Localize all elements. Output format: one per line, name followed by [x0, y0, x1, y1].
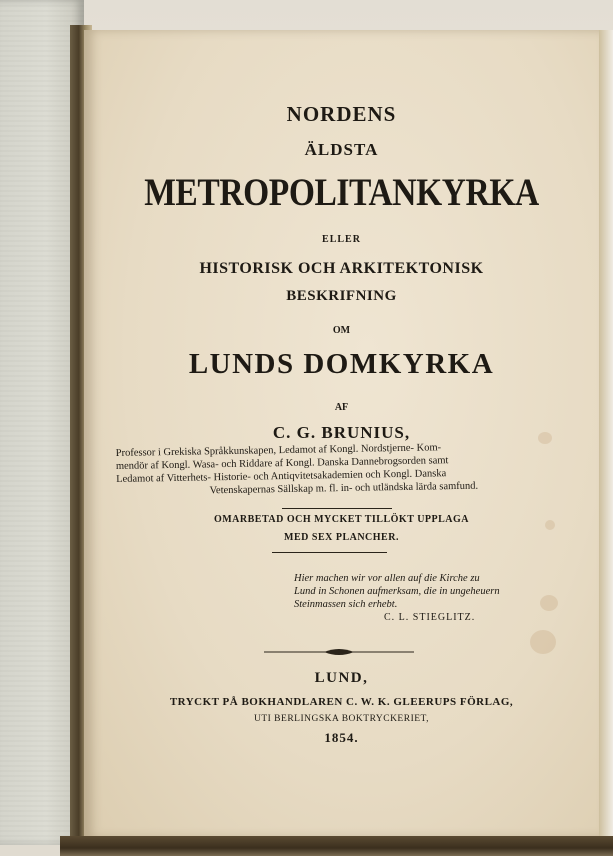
subject-title: LUNDS DOMKYRKA [188, 348, 495, 380]
quote-author: C. L. STIEGLITZ. [384, 612, 476, 623]
credentials-line: Vetenskapernas Sällskap m. fl. in- och utländska lärda samfund. [209, 480, 479, 497]
by-word: AF [334, 402, 349, 413]
subtitle-line-om: OM [332, 325, 351, 336]
quote-line: Steinmassen sich erhebt. [294, 599, 398, 610]
credentials-line: mendör af Kongl. Wasa- och Riddare af Kongl. Danska Dannebrogsorden samt [115, 455, 449, 472]
ornament-rule [264, 647, 414, 657]
publication-year: 1854. [324, 730, 359, 745]
author-credentials [116, 439, 572, 499]
title-line-nordens: NORDENS [286, 102, 397, 126]
divider-rule [282, 508, 392, 509]
printery-line: UTI BERLINGSKA BOKTRYCKERIET, [253, 714, 430, 724]
edition-line-2: MED SEX PLANCHER. [284, 532, 399, 543]
page-edge-right [599, 30, 613, 842]
printer-line: TRYCKT PÅ BOKHANDLAREN C. W. K. GLEERUPS FÖRLAG, [169, 696, 514, 708]
title-main: METROPOLITANKYRKA [144, 171, 539, 214]
quote-line: Lund in Schonen aufmerksam, die in ungeheuern [294, 586, 500, 597]
subtitle-line-2: BESKRIFNING [286, 288, 397, 304]
divider-rule [272, 552, 387, 553]
author-name: C. G. BRUNIUS, [272, 423, 411, 442]
quote-line: Hier machen wir vor allen auf die Kirche zu [294, 573, 480, 584]
title-page-content [84, 30, 599, 838]
subtitle-line-1: HISTORISK OCH ARKITEKTONISK [199, 260, 484, 277]
title-line-eller: ELLER [322, 234, 361, 245]
edition-line-1: OMARBETAD OCH MYCKET TILLÖKT UPPLAGA [213, 514, 470, 525]
place-of-publication: LUND, [314, 670, 369, 686]
credentials-line: Ledamot af Vitterhets- Historie- och Antiqvitetsakademien och Kongl. Danska [116, 468, 447, 485]
book-cover-edge [60, 836, 613, 856]
title-line-aldsta: ÄLDSTA [304, 140, 379, 159]
epigraph-quote [294, 572, 549, 611]
credentials-line: Professor i Grekiska Språkkunskapen, Ledamot af Kongl. Nordstjerne- Kom- [115, 442, 442, 459]
